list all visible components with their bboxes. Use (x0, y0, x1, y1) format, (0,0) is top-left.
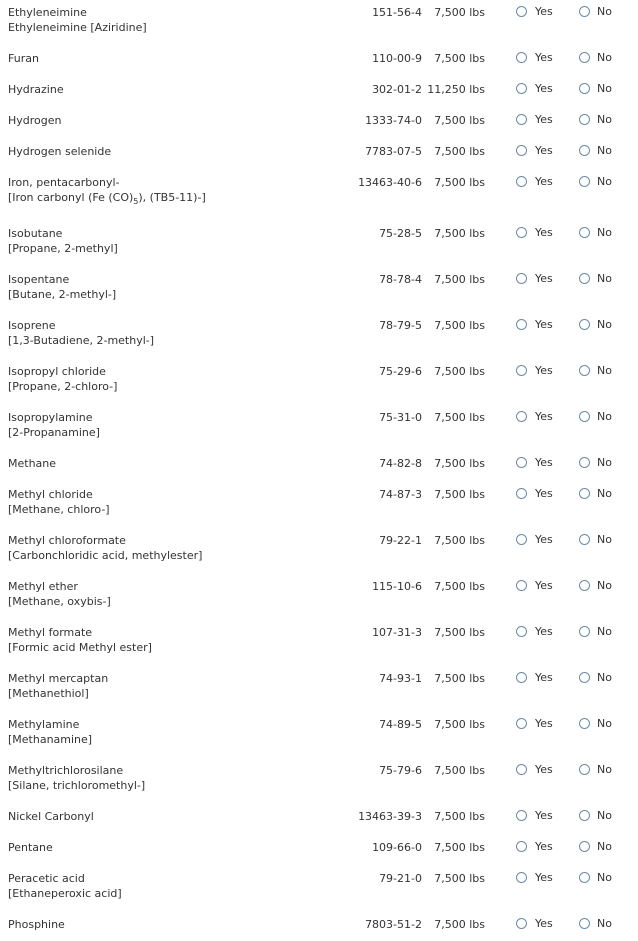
yes-label[interactable]: Yes (535, 456, 553, 469)
threshold-quantity: 7,500 lbs (434, 872, 485, 885)
threshold-quantity: 7,500 lbs (434, 273, 485, 286)
substance-synonym: [Methane, chloro-] (8, 503, 110, 516)
cas-number: 75-31-0 (379, 411, 422, 424)
yes-option[interactable] (516, 916, 553, 931)
substance-synonym: [Methanethiol] (8, 687, 89, 700)
cas-number: 151-56-4 (372, 6, 422, 19)
no-radio-button[interactable] (579, 626, 590, 637)
yes-option[interactable] (516, 409, 553, 424)
threshold-quantity: 7,500 lbs (434, 626, 485, 639)
no-radio-button[interactable] (579, 580, 590, 591)
cas-number: 74-82-8 (379, 457, 422, 470)
no-radio-button[interactable] (579, 672, 590, 683)
yes-radio-button[interactable] (516, 145, 527, 156)
no-radio-button[interactable] (579, 365, 590, 376)
no-radio-button[interactable] (579, 176, 590, 187)
threshold-quantity: 7,500 lbs (434, 145, 485, 158)
substance-name: Methylamine (8, 718, 80, 731)
no-radio-button[interactable] (579, 457, 590, 468)
no-option[interactable] (579, 455, 612, 470)
threshold-quantity: 7,500 lbs (434, 52, 485, 65)
no-label[interactable]: No (597, 5, 612, 18)
no-option[interactable] (579, 174, 612, 189)
no-label[interactable]: No (597, 533, 612, 546)
substance-name: Nickel Carbonyl (8, 810, 94, 823)
yes-label[interactable]: Yes (535, 364, 553, 377)
no-radio-button[interactable] (579, 114, 590, 125)
no-radio-button[interactable] (579, 764, 590, 775)
no-option[interactable] (579, 81, 612, 96)
substance-name-cell (8, 456, 56, 471)
yes-option[interactable] (516, 225, 553, 240)
substance-synonym: [Methane, oxybis-] (8, 595, 111, 608)
threshold-quantity: 7,500 lbs (434, 6, 485, 19)
no-label[interactable]: No (597, 364, 612, 377)
cas-number: 79-22-1 (379, 534, 422, 547)
substance-synonym: [Carbonchloridic acid, methylester] (8, 549, 203, 562)
threshold-quantity: 7,500 lbs (434, 672, 485, 685)
substance-name-cell (8, 318, 154, 348)
substance-name: Methyl ether (8, 580, 78, 593)
yes-label[interactable]: Yes (535, 840, 553, 853)
yes-radio-button[interactable] (516, 114, 527, 125)
yes-option[interactable] (516, 271, 553, 286)
substance-name: Isopropylamine (8, 411, 93, 424)
no-option[interactable] (579, 4, 612, 19)
substance-name: Furan (8, 52, 39, 65)
substance-name-cell (8, 51, 39, 66)
substance-name-cell (8, 144, 111, 159)
substance-name-cell (8, 226, 118, 256)
substance-name-cell (8, 364, 117, 394)
cas-number: 74-87-3 (379, 488, 422, 501)
threshold-quantity: 7,500 lbs (434, 457, 485, 470)
cas-number: 1333-74-0 (365, 114, 422, 127)
yes-radio-button[interactable] (516, 918, 527, 929)
no-label[interactable]: No (597, 272, 612, 285)
yes-label[interactable]: Yes (535, 51, 553, 64)
yes-option[interactable] (516, 578, 553, 593)
no-label[interactable]: No (597, 226, 612, 239)
no-option[interactable] (579, 716, 612, 731)
yes-radio-button[interactable] (516, 52, 527, 63)
yes-radio-button[interactable] (516, 580, 527, 591)
yes-option[interactable] (516, 174, 553, 189)
yes-option[interactable] (516, 50, 553, 65)
yes-radio-button[interactable] (516, 764, 527, 775)
yes-radio-button[interactable] (516, 227, 527, 238)
no-label[interactable]: No (597, 840, 612, 853)
yes-label[interactable]: Yes (535, 487, 553, 500)
no-radio-button[interactable] (579, 918, 590, 929)
substance-synonym: [Silane, trichloromethyl-] (8, 779, 146, 792)
yes-option[interactable] (516, 808, 553, 823)
cas-number: 75-28-5 (379, 227, 422, 240)
yes-label[interactable]: Yes (535, 533, 553, 546)
yes-radio-button[interactable] (516, 6, 527, 17)
substance-name-cell (8, 917, 65, 932)
threshold-quantity: 7,500 lbs (434, 580, 485, 593)
no-radio-button[interactable] (579, 488, 590, 499)
yes-label[interactable]: Yes (535, 625, 553, 638)
substance-name: Peracetic acid (8, 872, 85, 885)
no-radio-button[interactable] (579, 83, 590, 94)
substance-name: Isoprene (8, 319, 56, 332)
substance-name-cell (8, 809, 94, 824)
no-option[interactable] (579, 578, 612, 593)
yes-option[interactable] (516, 839, 553, 854)
threshold-quantity: 7,500 lbs (434, 534, 485, 547)
substance-name-cell (8, 625, 152, 655)
substance-synonym: Ethyleneimine [Aziridine] (8, 21, 147, 34)
substance-name: Ethyleneimine (8, 6, 87, 19)
substance-synonym: [Butane, 2-methyl-] (8, 288, 117, 301)
yes-radio-button[interactable] (516, 718, 527, 729)
no-label[interactable]: No (597, 175, 612, 188)
substance-name: Isobutane (8, 227, 63, 240)
substance-synonym: [Propane, 2-chloro-] (8, 380, 118, 393)
substance-name-cell (8, 717, 92, 747)
no-option[interactable] (579, 762, 612, 777)
no-option[interactable] (579, 916, 612, 931)
no-radio-button[interactable] (579, 227, 590, 238)
yes-label[interactable]: Yes (535, 871, 553, 884)
cas-number: 7803-51-2 (365, 918, 422, 931)
cas-number: 75-29-6 (379, 365, 422, 378)
yes-option[interactable] (516, 532, 553, 547)
cas-number: 107-31-3 (372, 626, 422, 639)
no-radio-button[interactable] (579, 6, 590, 17)
yes-option[interactable] (516, 870, 553, 885)
cas-number: 13463-39-3 (358, 810, 422, 823)
substance-name-cell (8, 410, 100, 440)
yes-radio-button[interactable] (516, 365, 527, 376)
no-option[interactable] (579, 363, 612, 378)
yes-label[interactable]: Yes (535, 579, 553, 592)
substance-name-cell (8, 113, 62, 128)
substance-name-cell (8, 272, 116, 302)
yes-radio-button[interactable] (516, 872, 527, 883)
threshold-quantity: 7,500 lbs (434, 365, 485, 378)
no-radio-button[interactable] (579, 810, 590, 821)
yes-option[interactable] (516, 624, 553, 639)
no-radio-button[interactable] (579, 273, 590, 284)
no-label[interactable]: No (597, 671, 612, 684)
no-option[interactable] (579, 143, 612, 158)
synonym-text: [Iron carbonyl (Fe (CO) (8, 191, 134, 204)
yes-option[interactable] (516, 112, 553, 127)
no-label[interactable]: No (597, 579, 612, 592)
cas-number: 115-10-6 (372, 580, 422, 593)
yes-radio-button[interactable] (516, 488, 527, 499)
yes-option[interactable] (516, 143, 553, 158)
threshold-quantity: 7,500 lbs (434, 411, 485, 424)
yes-option[interactable] (516, 317, 553, 332)
no-label[interactable]: No (597, 410, 612, 423)
substance-name: Hydrogen (8, 114, 62, 127)
no-label[interactable]: No (597, 871, 612, 884)
no-radio-button[interactable] (579, 411, 590, 422)
yes-option[interactable] (516, 670, 553, 685)
yes-label[interactable]: Yes (535, 809, 553, 822)
yes-label[interactable]: Yes (535, 175, 553, 188)
substance-synonym: [1,3-Butadiene, 2-methyl-] (8, 334, 155, 347)
yes-label[interactable]: Yes (535, 113, 553, 126)
substance-name: Methane (8, 457, 57, 470)
yes-label[interactable]: Yes (535, 763, 553, 776)
no-label[interactable]: No (597, 318, 612, 331)
threshold-quantity: 7,500 lbs (434, 319, 485, 332)
substance-name: Methyl formate (8, 626, 93, 639)
no-option[interactable] (579, 486, 612, 501)
substance-name-cell (8, 840, 53, 855)
substance-name-cell (8, 533, 202, 563)
threshold-quantity: 7,500 lbs (434, 918, 485, 931)
no-option[interactable] (579, 225, 612, 240)
substance-name-cell (8, 763, 145, 793)
no-radio-button[interactable] (579, 319, 590, 330)
no-label[interactable]: No (597, 113, 612, 126)
cas-number: 78-78-4 (379, 273, 422, 286)
yes-option[interactable] (516, 81, 553, 96)
threshold-quantity: 7,500 lbs (434, 841, 485, 854)
cas-number: 74-93-1 (379, 672, 422, 685)
yes-radio-button[interactable] (516, 273, 527, 284)
yes-radio-button[interactable] (516, 176, 527, 187)
yes-radio-button[interactable] (516, 672, 527, 683)
no-radio-button[interactable] (579, 534, 590, 545)
substance-name-cell (8, 82, 64, 97)
cas-number: 7783-07-5 (365, 145, 422, 158)
threshold-quantity: 7,500 lbs (434, 114, 485, 127)
substance-name: Isopentane (8, 273, 70, 286)
cas-number: 13463-40-6 (358, 176, 422, 189)
no-radio-button[interactable] (579, 52, 590, 63)
no-option[interactable] (579, 317, 612, 332)
cas-number: 74-89-5 (379, 718, 422, 731)
no-radio-button[interactable] (579, 841, 590, 852)
yes-radio-button[interactable] (516, 319, 527, 330)
substance-name-cell (8, 671, 108, 701)
substance-name: Iron, pentacarbonyl- (8, 176, 120, 189)
no-option[interactable] (579, 624, 612, 639)
threshold-quantity: 11,250 lbs (427, 83, 485, 96)
substance-synonym: [2-Propanamine] (8, 426, 100, 439)
substance-name: Pentane (8, 841, 53, 854)
yes-option[interactable] (516, 455, 553, 470)
synonym-subscript: 5 (133, 197, 139, 207)
yes-radio-button[interactable] (516, 534, 527, 545)
synonym-text: ), (TB5-11)-] (138, 191, 206, 204)
substance-synonym (8, 190, 206, 205)
no-option[interactable] (579, 808, 612, 823)
threshold-quantity: 7,500 lbs (434, 227, 485, 240)
no-option[interactable] (579, 409, 612, 424)
substance-name: Hydrazine (8, 83, 64, 96)
yes-label[interactable]: Yes (535, 272, 553, 285)
yes-label[interactable]: Yes (535, 82, 553, 95)
substance-name-cell (8, 175, 206, 205)
no-option[interactable] (579, 112, 612, 127)
no-radio-button[interactable] (579, 872, 590, 883)
yes-radio-button[interactable] (516, 457, 527, 468)
no-option[interactable] (579, 670, 612, 685)
cas-number: 302-01-2 (372, 83, 422, 96)
yes-label[interactable]: Yes (535, 226, 553, 239)
yes-label[interactable]: Yes (535, 5, 553, 18)
no-label[interactable]: No (597, 763, 612, 776)
yes-label[interactable]: Yes (535, 717, 553, 730)
substance-synonym: [Formic acid Methyl ester] (8, 641, 152, 654)
yes-label[interactable]: Yes (535, 917, 553, 930)
substance-name: Methyl mercaptan (8, 672, 109, 685)
substance-name-cell (8, 579, 111, 609)
substance-name: Methyl chloride (8, 488, 93, 501)
yes-option[interactable] (516, 716, 553, 731)
no-label[interactable]: No (597, 487, 612, 500)
no-label[interactable]: No (597, 809, 612, 822)
yes-option[interactable] (516, 486, 553, 501)
yes-label[interactable]: Yes (535, 144, 553, 157)
threshold-quantity: 7,500 lbs (434, 764, 485, 777)
yes-label[interactable]: Yes (535, 671, 553, 684)
substance-name: Hydrogen selenide (8, 145, 112, 158)
no-label[interactable]: No (597, 51, 612, 64)
substance-synonym: [Propane, 2-methyl] (8, 242, 118, 255)
cas-number: 79-21-0 (379, 872, 422, 885)
threshold-quantity: 7,500 lbs (434, 718, 485, 731)
threshold-quantity: 7,500 lbs (434, 176, 485, 189)
yes-option[interactable] (516, 762, 553, 777)
substance-name-cell (8, 5, 147, 35)
no-radio-button[interactable] (579, 145, 590, 156)
no-label[interactable]: No (597, 144, 612, 157)
yes-label[interactable]: Yes (535, 410, 553, 423)
no-option[interactable] (579, 839, 612, 854)
no-option[interactable] (579, 532, 612, 547)
threshold-quantity: 7,500 lbs (434, 488, 485, 501)
substance-name: Isopropyl chloride (8, 365, 106, 378)
yes-radio-button[interactable] (516, 810, 527, 821)
substance-name: Methyltrichlorosilane (8, 764, 124, 777)
substance-name: Phosphine (8, 918, 65, 931)
cas-number: 78-79-5 (379, 319, 422, 332)
no-label[interactable]: No (597, 917, 612, 930)
cas-number: 75-79-6 (379, 764, 422, 777)
substance-synonym: [Methanamine] (8, 733, 93, 746)
no-label[interactable]: No (597, 625, 612, 638)
substance-name-cell (8, 871, 122, 901)
no-label[interactable]: No (597, 456, 612, 469)
no-radio-button[interactable] (579, 718, 590, 729)
substance-name-cell (8, 487, 110, 517)
yes-radio-button[interactable] (516, 626, 527, 637)
no-option[interactable] (579, 870, 612, 885)
yes-option[interactable] (516, 363, 553, 378)
threshold-quantity: 7,500 lbs (434, 810, 485, 823)
cas-number: 109-66-0 (372, 841, 422, 854)
yes-radio-button[interactable] (516, 83, 527, 94)
cas-number: 110-00-9 (372, 52, 422, 65)
substance-synonym: [Ethaneperoxic acid] (8, 887, 122, 900)
no-option[interactable] (579, 50, 612, 65)
substance-name: Methyl chloroformate (8, 534, 126, 547)
yes-radio-button[interactable] (516, 841, 527, 852)
yes-label[interactable]: Yes (535, 318, 553, 331)
no-option[interactable] (579, 271, 612, 286)
yes-option[interactable] (516, 4, 553, 19)
no-label[interactable]: No (597, 717, 612, 730)
no-label[interactable]: No (597, 82, 612, 95)
yes-radio-button[interactable] (516, 411, 527, 422)
